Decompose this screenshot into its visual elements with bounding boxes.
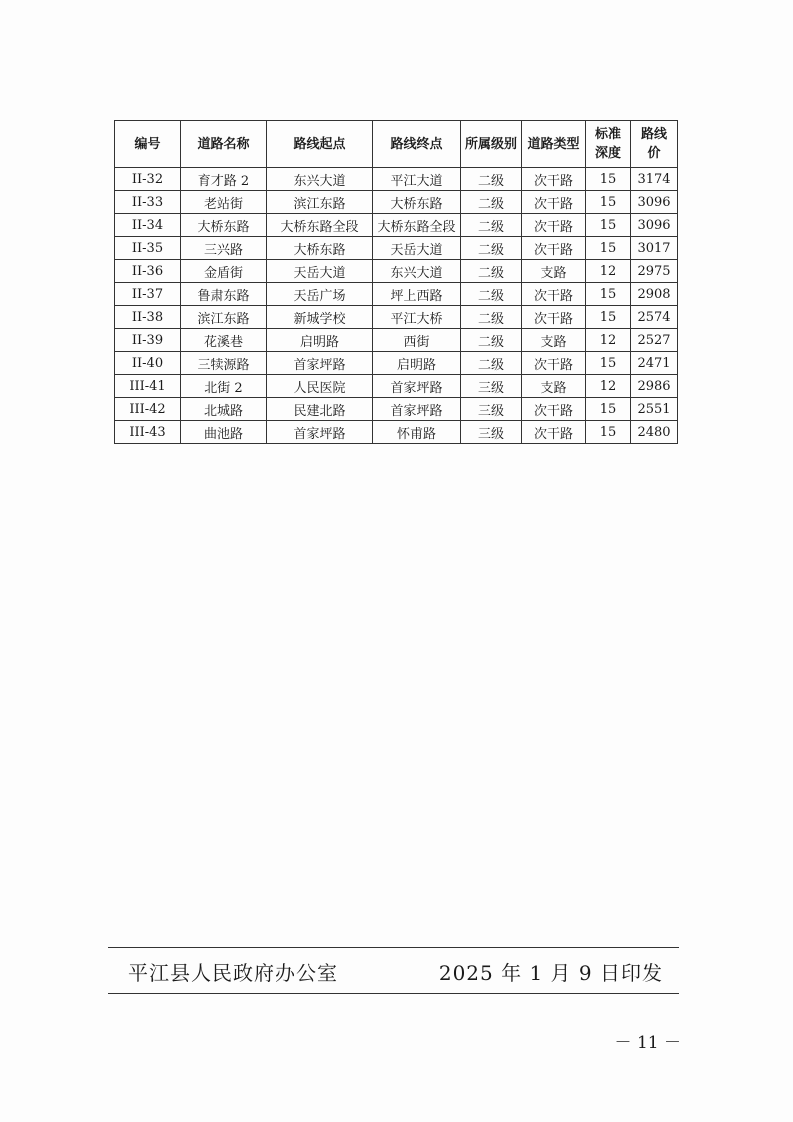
cell-road-type: 支路 — [522, 375, 586, 398]
cell-code: II-40 — [115, 352, 181, 375]
cell-start-point: 新城学校 — [267, 306, 373, 329]
cell-road-type: 次干路 — [522, 168, 586, 191]
table-row — [115, 375, 678, 398]
cell-start-point: 首家坪路 — [267, 421, 373, 444]
cell-standard-depth: 12 — [586, 329, 631, 352]
cell-road-type: 次干路 — [522, 191, 586, 214]
cell-code: III-42 — [115, 398, 181, 421]
cell-code: III-41 — [115, 375, 181, 398]
cell-standard-depth: 15 — [586, 352, 631, 375]
cell-standard-depth: 15 — [586, 306, 631, 329]
cell-level: 二级 — [461, 283, 522, 306]
cell-road-name: 金盾街 — [181, 260, 267, 283]
cell-road-price: 2480 — [631, 421, 678, 444]
cell-road-name: 三兴路 — [181, 237, 267, 260]
cell-level: 二级 — [461, 214, 522, 237]
cell-start-point: 天岳广场 — [267, 283, 373, 306]
cell-road-type: 次干路 — [522, 352, 586, 375]
cell-end-point: 首家坪路 — [373, 375, 461, 398]
cell-start-point: 滨江东路 — [267, 191, 373, 214]
table-row — [115, 214, 678, 237]
cell-code: II-34 — [115, 214, 181, 237]
header-standard-depth: 标准深度 — [586, 121, 631, 168]
cell-road-name: 曲池路 — [181, 421, 267, 444]
cell-end-point: 平江大桥 — [373, 306, 461, 329]
cell-road-price: 2574 — [631, 306, 678, 329]
cell-road-price: 3096 — [631, 191, 678, 214]
cell-level: 二级 — [461, 306, 522, 329]
cell-standard-depth: 15 — [586, 214, 631, 237]
table-row — [115, 421, 678, 444]
cell-road-name: 北街 2 — [181, 375, 267, 398]
header-road-price: 路线价 — [631, 121, 678, 168]
table-row — [115, 329, 678, 352]
cell-end-point: 坪上西路 — [373, 283, 461, 306]
footer-rule-top — [108, 947, 679, 948]
cell-standard-depth: 15 — [586, 421, 631, 444]
table-row — [115, 168, 678, 191]
cell-road-price: 2471 — [631, 352, 678, 375]
cell-end-point: 西街 — [373, 329, 461, 352]
cell-road-price: 3096 — [631, 214, 678, 237]
page-number: － 11 － — [614, 1033, 681, 1053]
cell-road-type: 次干路 — [522, 398, 586, 421]
cell-road-type: 次干路 — [522, 421, 586, 444]
cell-end-point: 平江大道 — [373, 168, 461, 191]
table-header-row — [115, 121, 678, 168]
cell-start-point: 启明路 — [267, 329, 373, 352]
cell-level: 三级 — [461, 375, 522, 398]
cell-code: II-38 — [115, 306, 181, 329]
cell-end-point: 首家坪路 — [373, 398, 461, 421]
cell-start-point: 首家坪路 — [267, 352, 373, 375]
cell-road-name: 滨江东路 — [181, 306, 267, 329]
cell-standard-depth: 15 — [586, 283, 631, 306]
cell-road-name: 育才路 2 — [181, 168, 267, 191]
cell-start-point: 人民医院 — [267, 375, 373, 398]
cell-level: 二级 — [461, 352, 522, 375]
table-row — [115, 237, 678, 260]
cell-code: II-35 — [115, 237, 181, 260]
footer-rule-bottom — [108, 993, 679, 994]
cell-code: II-33 — [115, 191, 181, 214]
cell-end-point: 天岳大道 — [373, 237, 461, 260]
cell-level: 二级 — [461, 329, 522, 352]
cell-end-point: 怀甫路 — [373, 421, 461, 444]
cell-road-type: 支路 — [522, 329, 586, 352]
cell-standard-depth: 15 — [586, 398, 631, 421]
cell-level: 三级 — [461, 421, 522, 444]
cell-start-point: 大桥东路 — [267, 237, 373, 260]
cell-road-name: 花溪巷 — [181, 329, 267, 352]
header-road-type: 道路类型 — [522, 121, 586, 168]
table-row — [115, 306, 678, 329]
cell-end-point: 大桥东路 — [373, 191, 461, 214]
cell-road-type: 次干路 — [522, 283, 586, 306]
cell-road-name: 鲁肃东路 — [181, 283, 267, 306]
cell-road-type: 次干路 — [522, 306, 586, 329]
table-row — [115, 352, 678, 375]
cell-road-type: 次干路 — [522, 237, 586, 260]
header-road-name: 道路名称 — [181, 121, 267, 168]
issuer-name: 平江县人民政府办公室 — [128, 961, 338, 985]
cell-standard-depth: 15 — [586, 237, 631, 260]
cell-road-type: 次干路 — [522, 214, 586, 237]
cell-road-name: 老站街 — [181, 191, 267, 214]
cell-level: 二级 — [461, 237, 522, 260]
cell-level: 二级 — [461, 260, 522, 283]
cell-road-price: 2527 — [631, 329, 678, 352]
header-end-point: 路线终点 — [373, 121, 461, 168]
table-body — [115, 168, 678, 444]
cell-code: II-39 — [115, 329, 181, 352]
cell-level: 二级 — [461, 191, 522, 214]
issue-date: 2025 年 1 月 9 日印发 — [438, 961, 663, 985]
table-row — [115, 283, 678, 306]
cell-standard-depth: 12 — [586, 375, 631, 398]
cell-standard-depth: 12 — [586, 260, 631, 283]
header-code: 编号 — [115, 121, 181, 168]
cell-road-price: 2975 — [631, 260, 678, 283]
cell-start-point: 大桥东路全段 — [267, 214, 373, 237]
cell-road-price: 2986 — [631, 375, 678, 398]
cell-end-point: 东兴大道 — [373, 260, 461, 283]
table-row — [115, 398, 678, 421]
header-level: 所属级别 — [461, 121, 522, 168]
cell-end-point: 大桥东路全段 — [373, 214, 461, 237]
cell-road-price: 3174 — [631, 168, 678, 191]
cell-road-price: 2551 — [631, 398, 678, 421]
cell-standard-depth: 15 — [586, 168, 631, 191]
cell-level: 三级 — [461, 398, 522, 421]
cell-road-name: 大桥东路 — [181, 214, 267, 237]
road-price-table — [114, 120, 678, 444]
cell-start-point: 东兴大道 — [267, 168, 373, 191]
cell-code: II-36 — [115, 260, 181, 283]
cell-start-point: 天岳大道 — [267, 260, 373, 283]
cell-code: III-43 — [115, 421, 181, 444]
cell-road-type: 支路 — [522, 260, 586, 283]
cell-start-point: 民建北路 — [267, 398, 373, 421]
cell-code: II-32 — [115, 168, 181, 191]
cell-road-name: 三犊源路 — [181, 352, 267, 375]
cell-end-point: 启明路 — [373, 352, 461, 375]
cell-road-price: 3017 — [631, 237, 678, 260]
table-row — [115, 260, 678, 283]
cell-road-price: 2908 — [631, 283, 678, 306]
cell-standard-depth: 15 — [586, 191, 631, 214]
table-row — [115, 191, 678, 214]
cell-road-name: 北城路 — [181, 398, 267, 421]
cell-level: 二级 — [461, 168, 522, 191]
cell-code: II-37 — [115, 283, 181, 306]
header-start-point: 路线起点 — [267, 121, 373, 168]
